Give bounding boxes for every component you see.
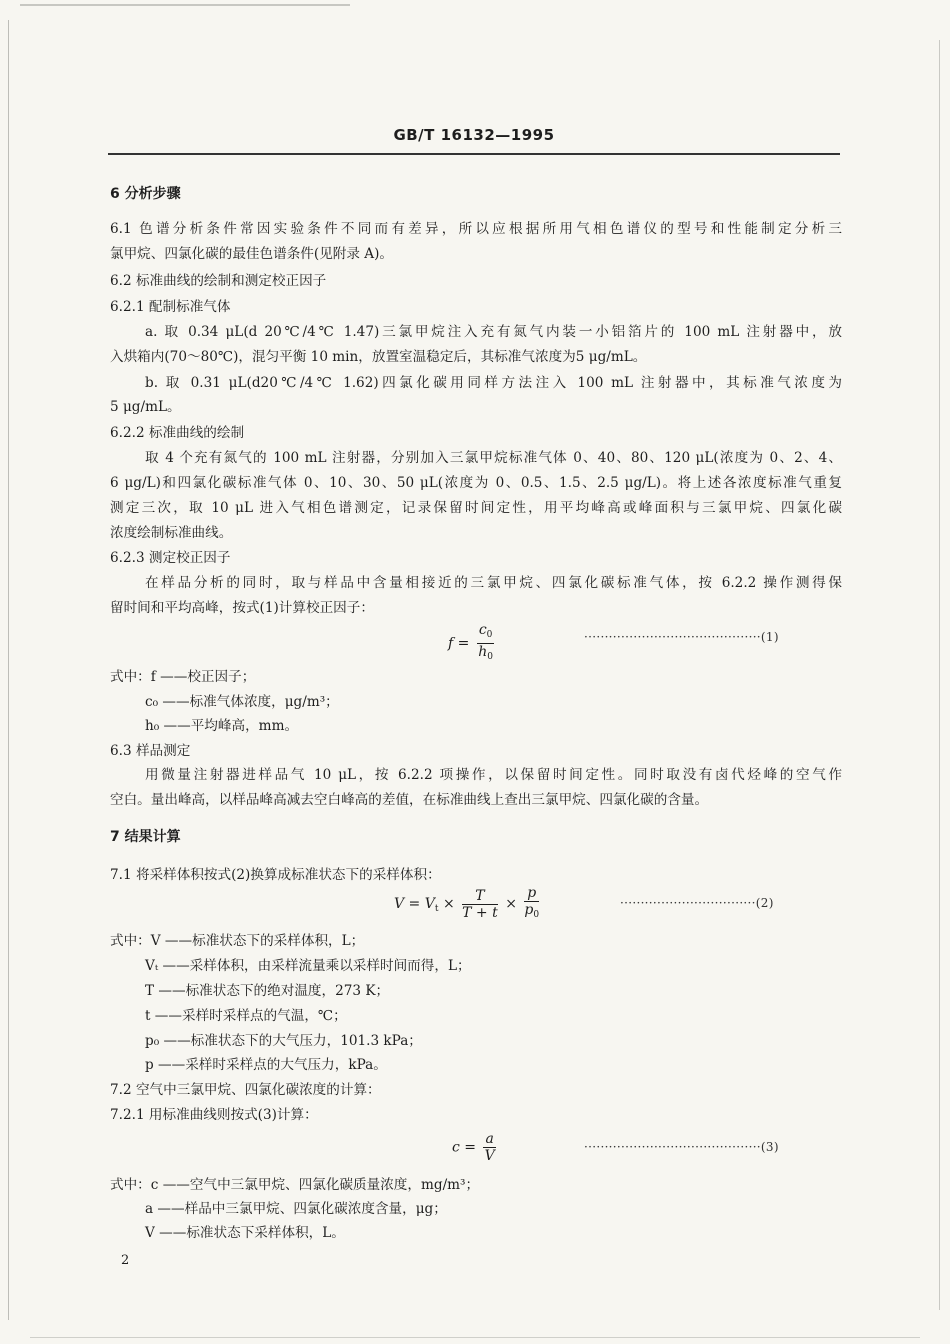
numerator: p [524,885,539,902]
paragraph-line: 测定三次，取 10 μL 进入气相色谱测定，记录保留时间定性，用平均峰高或峰面积与三氯甲烷、四氯化碳 [110,500,842,516]
section-heading: 6 分析步骤 [110,186,181,202]
equation-number: (3) [760,1140,779,1154]
definition-line: t ——采样时采样点的气温，℃； [145,1008,347,1024]
definition-line: h₀ ——平均峰高，mm。 [145,718,299,734]
times-sign: × [505,896,517,912]
fraction [462,888,498,921]
paragraph-line: 在样品分析的同时，取与样品中含量相接近的三氯甲烷、四氯化碳标准气体，按 6.2.2 操作测得保 [145,575,842,591]
denominator: T + t [462,904,498,921]
paragraph-line: 氯甲烷、四氯化碳的最佳色谱条件(见附录 A)。 [110,246,394,262]
definition-line: V ——标准状态下采样体积，L。 [145,1225,345,1241]
formula-lhs: V = V [394,896,435,912]
paragraph-line: 6 μg/L)和四氯化碳标准气体 0、10、30、50 μL(浓度为 0、0.5、1.5、2.5 μg/L)。将上述各浓度标准气重复 [110,475,842,491]
page-header: GB/T 16132—1995 [393,126,555,144]
definition-line: Vₜ ——采样体积，由采样流量乘以采样时间而得，L； [145,958,471,974]
paragraph-line: 浓度绘制标准曲线。 [110,525,233,541]
definition-line: a ——样品中三氯甲烷、四氯化碳浓度含量，μg； [145,1201,447,1217]
section-heading: 7 结果计算 [110,829,181,845]
denominator: h [478,644,488,660]
paragraph-line: 取 4 个充有氮气的 100 mL 注射器，分别加入三氯甲烷标准气体 0、40、80、120 μL(浓度为 0、2、4、 [145,450,842,466]
definition-line: c₀ ——标准气体浓度，μg/m³； [145,694,339,710]
paragraph-line: 5 μg/mL。 [110,399,181,415]
formula-lhs: c = [452,1139,477,1156]
formula-1 [448,622,497,665]
formula-2 [394,885,542,923]
subsection-heading: 7.1 将采样体积按式(2)换算成标准状态下的采样体积： [110,867,441,883]
subsection-heading: 6.3 样品测定 [110,743,191,759]
numerator: c [478,622,487,638]
formula-lhs: f = [448,635,470,652]
numerator: T [462,888,498,905]
paragraph-line: 空白。量出峰高，以样品峰高减去空白峰高的差值，在标准曲线上查出三氯甲烷、四氯化碳的含量。 [110,792,709,808]
paragraph-line: 入烘箱内(70～80℃)，混匀平衡 10 min，放置室温稳定后，其标准气浓度为5 μg/mL。 [110,349,647,365]
denominator: V [484,1148,495,1164]
paragraph-line: 6.1 色谱分析条件常因实验条件不同而有差异，所以应根据所用气相色谱仪的型号和性能制定分析三 [110,221,842,237]
page-number: 2 [121,1253,130,1268]
formula-3 [452,1131,499,1164]
paragraph-line: 留时间和平均高峰，按式(1)计算校正因子： [110,600,374,616]
fraction [477,622,495,665]
equation-leader: ···········································(1) [584,630,779,644]
scan-edge [8,20,9,1320]
denominator: p [524,902,534,918]
subscript: t [434,904,439,914]
numerator: a [485,1131,494,1147]
definition-line: 式中：c ——空气中三氯甲烷、四氯化碳质量浓度，mg/m³； [110,1177,480,1193]
subsection-heading: 6.2.3 测定校正因子 [110,550,231,566]
equation-leader: ·································(2) [620,896,774,910]
subscript: 0 [486,630,493,640]
scan-edge [939,40,940,1310]
subsection-heading: 7.2 空气中三氯甲烷、四氯化碳浓度的计算： [110,1082,381,1098]
subscript: 0 [533,910,540,920]
equation-leader: ···········································(3) [584,1140,779,1154]
definition-line: p₀ ——标准状态下的大气压力，101.3 kPa； [145,1033,422,1049]
scan-edge [20,4,350,6]
definition-line: p ——采样时采样点的大气压力，kPa。 [145,1057,387,1073]
equation-number: (2) [755,896,774,910]
subsection-heading: 6.2 标准曲线的绘制和测定校正因子 [110,273,327,289]
subsection-heading: 6.2.2 标准曲线的绘制 [110,425,245,441]
definition-line: 式中：V ——标准状态下的采样体积，L； [110,933,365,949]
paragraph-line: b. 取 0.31 μL(d20℃/4℃ 1.62)四氯化碳用同样方法注入 100 mL 注射器中，其标准气浓度为 [145,375,842,391]
scan-edge [30,1337,920,1338]
definition-line: 式中：f ——校正因子； [110,669,256,685]
subsection-heading: 6.2.1 配制标准气体 [110,299,231,315]
equation-number: (1) [760,630,779,644]
subsection-heading: 7.2.1 用标准曲线则按式(3)计算： [110,1107,318,1123]
times-sign: × [442,896,455,912]
fraction [483,1131,495,1164]
paragraph-line: a. 取 0.34 μL(d 20℃/4℃ 1.47)三氯甲烷注入充有氮气内装一小铝箔片的 100 mL 注射器中，放 [145,324,842,340]
fraction [524,885,539,923]
definition-line: T ——标准状态下的绝对温度，273 K； [145,983,390,999]
header-rule [108,153,840,155]
subscript: 0 [487,652,493,662]
paragraph-line: 用微量注射器进样品气 10 μL，按 6.2.2 项操作，以保留时间定性。同时取没有卤代烃峰的空气作 [145,767,842,783]
